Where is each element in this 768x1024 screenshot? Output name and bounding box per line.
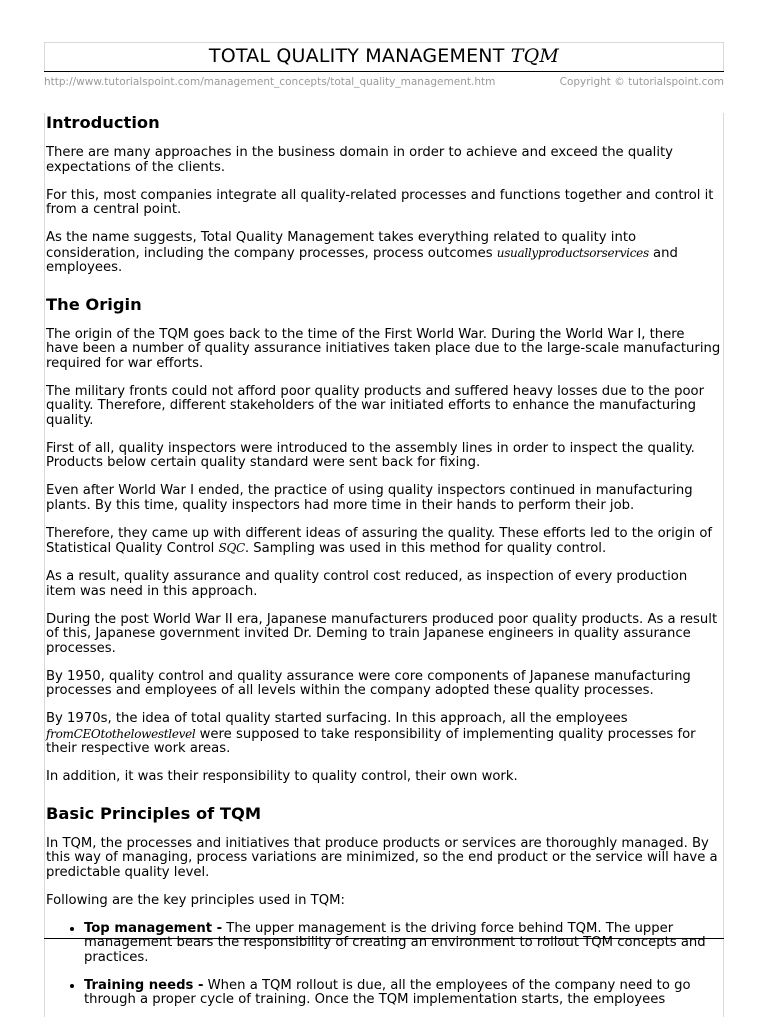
paragraph: First of all, quality inspectors were introduced to the assembly lines in order to inspect the quality. Products below certain quality standard were sent back for fixing.: [46, 440, 695, 470]
text-run: and employees.: [46, 245, 678, 275]
italic-note: usuallyproductsorservices: [496, 245, 649, 260]
text-run: As the name suggests, Total Quality Management takes everything related to quality into consideration, including the company processes, process outcomes: [46, 230, 637, 261]
italic-note: SQC: [218, 541, 245, 555]
text-run: were supposed to take responsibility of implementing quality processes for their respective work areas.: [46, 726, 696, 756]
paragraph: Following are the key principles used in TQM:: [46, 892, 345, 908]
paragraph: There are many approaches in the business domain in order to achieve and exceed the quality expectations of the clients.: [46, 145, 673, 175]
paragraph: [46, 712, 721, 757]
list-item-text: When a TQM rollout is due, all the employees of the company need to go through a proper cycle of training. Once the TQM implementation starts, the employees: [84, 977, 691, 1007]
list-item: [84, 979, 721, 1008]
text-run: Therefore, they came up with different ideas of assuring the quality. These efforts led to the origin of Statistical Quality Control: [46, 525, 713, 556]
list-item-term: Top management -: [84, 920, 223, 936]
list-item-text: The upper management is the driving force behind TQM. The upper management bears the responsibility of creating an environment to rollout TQM concepts and practices.: [84, 920, 706, 965]
text-run: . Sampling was used in this method for quality control.: [244, 541, 607, 556]
principles-list: [46, 922, 721, 1008]
text-run: By 1970s, the idea of total quality started surfacing. In this approach, all the employees: [46, 711, 628, 726]
paragraph: In addition, it was their responsibility to quality control, their own work.: [46, 769, 518, 784]
paragraph: As a result, quality assurance and quality control cost reduced, as inspection of every production item was need in this approach.: [46, 569, 688, 599]
list-item: [84, 922, 721, 966]
page-bottom-rule: [44, 938, 724, 939]
paragraph: For this, most companies integrate all quality-related processes and functions together and control it from a central point.: [46, 187, 714, 217]
section-heading-origin: The Origin: [46, 294, 142, 314]
content-frame: [44, 113, 724, 1017]
list-item-term: Training needs -: [84, 977, 204, 993]
paragraph: Even after World War I ended, the practice of using quality inspectors continued in manufacturing plants. By this time, quality inspectors had more time in their hands to perform their job.: [46, 483, 693, 513]
page-title: [209, 45, 559, 67]
paragraph: In TQM, the processes and initiatives that produce products or services are thoroughly managed. By this way of managing, process variations are minimized, so the end product or the service will have a predictable quality level.: [46, 835, 718, 880]
title-bar: [44, 42, 724, 71]
paragraph: During the post World War II era, Japanese manufacturers produced poor quality products. As a result of this, Japanese government invited Dr. Deming to train Japanese engineers in quality assurance processes.: [46, 611, 718, 656]
section-heading-introduction: Introduction: [46, 113, 160, 132]
document-page: [44, 0, 724, 1007]
paragraph: The military fronts could not afford poor quality products and suffered heavy losses due to the poor quality. Therefore, different stakeholders of the war initiated efforts to enhance the manufacturing quality.: [46, 383, 705, 428]
source-url[interactable]: http://www.tutorialspoint.com/management_concepts/total_quality_management.htm: [44, 76, 496, 88]
article-body: [45, 113, 723, 1008]
title-abbr: TQM: [510, 45, 560, 67]
paragraph: [46, 527, 721, 557]
copyright-notice: Copyright © tutorialspoint.com: [559, 76, 724, 88]
paragraph: By 1950, quality control and quality assurance were core components of Japanese manufacturing processes and employees of all levels within the company adopted these quality processes.: [46, 668, 691, 698]
section-heading-principles: Basic Principles of TQM: [46, 803, 262, 823]
paragraph: [46, 231, 721, 276]
paragraph: The origin of the TQM goes back to the time of the First World War. During the World War I, there have been a number of quality assurance initiatives taken place due to the large-scale manufacturing required for war efforts.: [46, 326, 721, 371]
source-line: [44, 72, 724, 90]
title-text: TOTAL QUALITY MANAGEMENT: [208, 45, 505, 67]
italic-note: fromCEOtothelowestlevel: [46, 726, 196, 741]
